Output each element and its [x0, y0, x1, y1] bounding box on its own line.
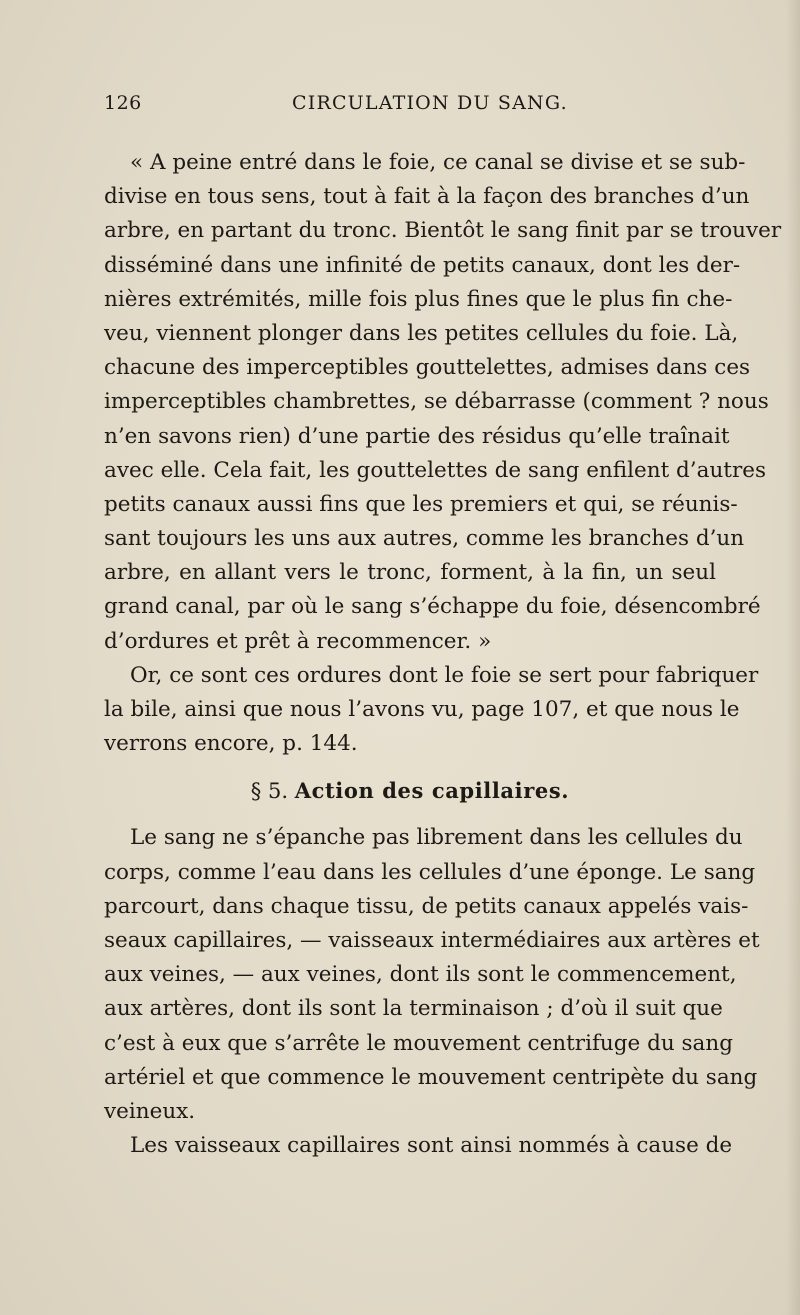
text-line: chacune des imperceptibles gouttelettes, admises dans ces: [104, 355, 751, 381]
text-line: verrons encore, p. 144.: [104, 731, 358, 757]
text-line: aux veines, — aux veines, dont ils sont le commencement,: [104, 962, 737, 988]
text-line: Le sang ne s’épanche pas librement dans les cellules du: [130, 825, 743, 851]
text-line: veu, viennent plonger dans les petites cellules du foie. Là,: [104, 320, 739, 346]
text-line: avec elle. Cela fait, les gouttelettes de sang enfilent d’autres: [104, 457, 766, 483]
text-line: imperceptibles chambrettes, se débarrasse (comment ? nous: [104, 389, 769, 415]
text-line: d’ordures et prêt à recommencer. »: [104, 628, 492, 654]
paragraph-quotation: [104, 146, 782, 659]
text-line: disséminé dans une infinité de petits canaux, dont les der-: [104, 252, 741, 278]
body-text: [104, 146, 782, 1163]
page-edge-shadow: [786, 0, 800, 1315]
section-number: § 5.: [250, 779, 289, 804]
text-line: n’en savons rien) d’une partie des résidus qu’elle traînait: [104, 423, 730, 449]
paragraph-capillaries: [104, 821, 760, 1129]
text-line: parcourt, dans chaque tissu, de petits canaux appelés vais-: [104, 893, 749, 919]
text-line: sant toujours les uns aux autres, comme les branches d’un: [104, 526, 745, 552]
text-line: aux artères, dont ils sont la terminaison ; d’où il suit que: [104, 996, 723, 1022]
text-line: la bile, ainsi que nous l’avons vu, page 107, et que nous le: [104, 697, 740, 722]
text-line: arbre, en allant vers le tronc, forment, à la fin, un seul: [104, 560, 716, 586]
text-line: nières extrémités, mille fois plus fines que le plus fin che-: [104, 286, 733, 312]
text-line: divise en tous sens, tout à fait à la façon des branches d’un: [104, 184, 750, 210]
paragraph-bile: [104, 659, 759, 762]
text-line: artériel et que commence le mouvement centripète du sang: [104, 1064, 758, 1090]
section-heading: [104, 761, 716, 821]
text-line: veineux.: [104, 1098, 196, 1124]
page-number: 126: [104, 92, 142, 114]
text-line: petits canaux aussi fins que les premiers et qui, se réunis-: [104, 491, 738, 517]
text-line: seaux capillaires, — vaisseaux intermédiaires aux artères et: [104, 927, 760, 953]
section-title: Action des capillaires.: [294, 778, 570, 804]
paragraph-naming: [104, 1129, 733, 1163]
running-title: CIRCULATION DU SANG.: [292, 92, 568, 114]
text-line: corps, comme l’eau dans les cellules d’une éponge. Le sang: [104, 859, 756, 885]
text-line: grand canal, par où le sang s’échappe du foie, désencombré: [104, 594, 761, 620]
text-line: c’est à eux que s’arrête le mouvement centrifuge du sang: [104, 1030, 733, 1056]
text-line: Les vaisseaux capillaires sont ainsi nommés à cause de: [130, 1133, 733, 1159]
text-line: arbre, en partant du tronc. Bientôt le sang finit par se trouver: [104, 218, 782, 244]
running-header: [104, 92, 716, 122]
text-line: Or, ce sont ces ordures dont le foie se sert pour fabriquer: [130, 662, 759, 688]
text-line: « A peine entré dans le foie, ce canal se divise et se sub-: [130, 150, 746, 175]
